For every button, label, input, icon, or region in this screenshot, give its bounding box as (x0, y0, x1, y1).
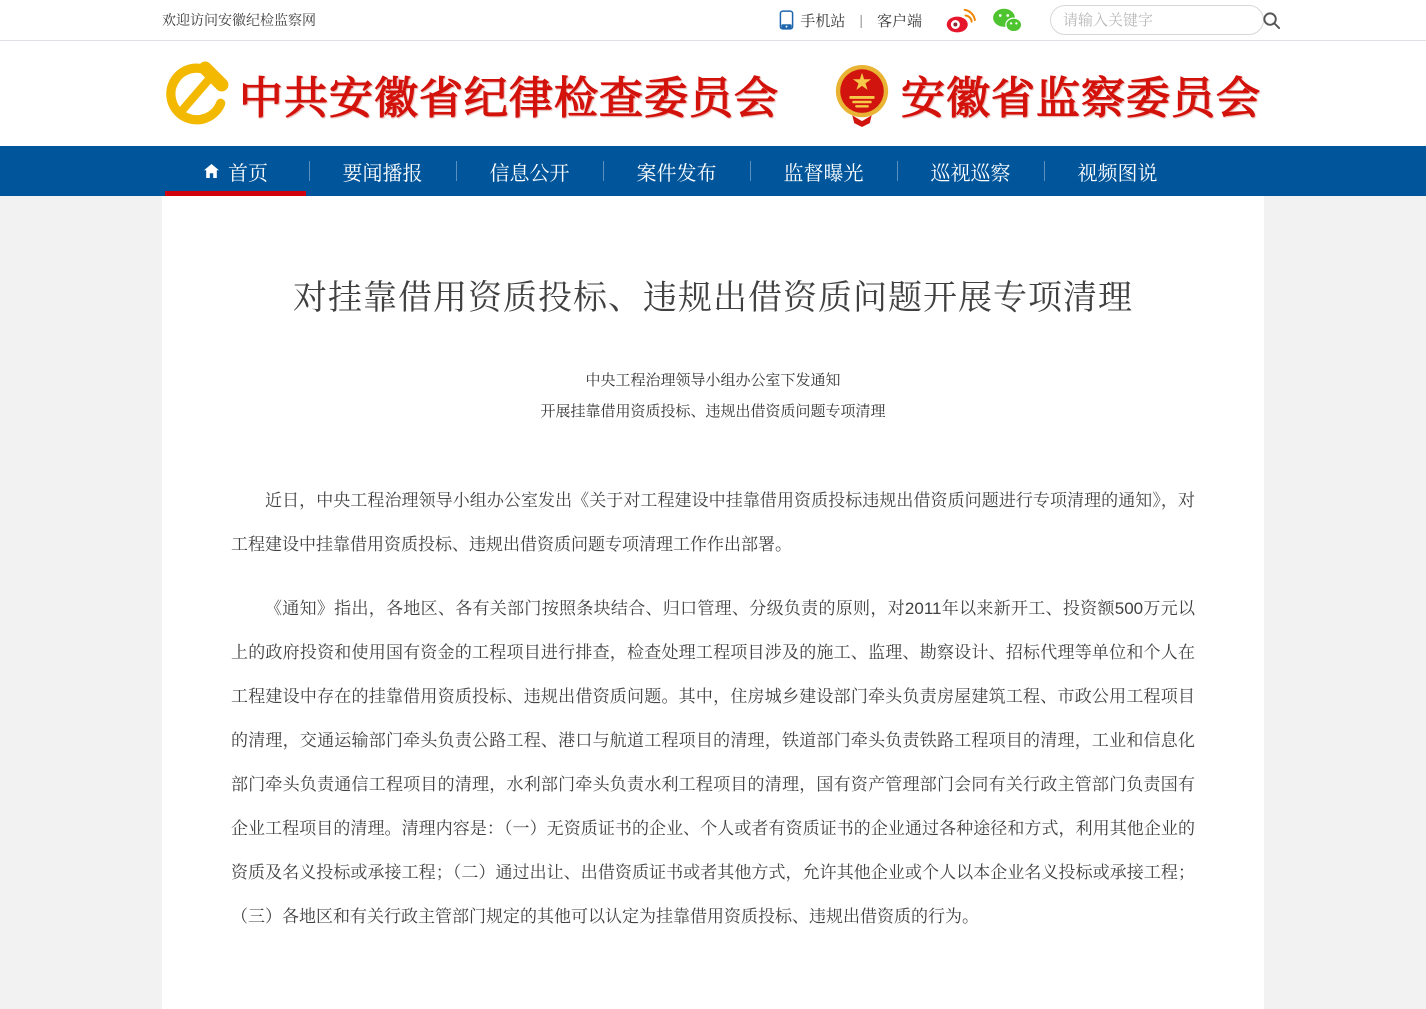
nav-item-label: 监督曝光 (783, 162, 864, 185)
discipline-commission-logo[interactable] (165, 59, 779, 129)
weibo-icon[interactable] (946, 7, 976, 33)
nav-item-info-disclosure[interactable] (456, 146, 603, 196)
phone-icon (779, 9, 794, 31)
topbar-divider: | (859, 12, 863, 28)
nav-item-news[interactable] (309, 146, 456, 196)
search-icon[interactable] (1262, 11, 1281, 30)
main-navigation (0, 146, 1426, 196)
mobile-site-label: 手机站 (800, 12, 846, 30)
masthead (0, 41, 1426, 146)
article-paragraph: 近日，中央工程治理领导小组办公室发出《关于对工程建设中挂靠借用资质投标违规出借资质问题进行专项清理的通知》，对工程建设中挂靠借用资质投标、违规出借资质问题专项清理工作作出部署。 (231, 491, 1195, 554)
client-app-label: 客户端 (876, 12, 922, 30)
party-emblem-icon (165, 59, 231, 129)
welcome-text: 欢迎访问安徽纪检监察网 (162, 12, 316, 28)
nav-item-label: 首页 (228, 162, 268, 185)
nav-item-label: 信息公开 (489, 162, 570, 185)
page-background (0, 196, 1426, 1009)
nav-item-label: 视频图说 (1077, 162, 1158, 185)
supervision-commission-logo[interactable] (831, 60, 1261, 128)
nav-item-inspection[interactable] (897, 146, 1044, 196)
home-icon (203, 163, 220, 179)
search-input[interactable] (1063, 12, 1262, 29)
subtitle-line: 中央工程治理领导小组办公室下发通知 (585, 372, 841, 389)
top-utility-bar (0, 0, 1426, 41)
nav-item-label: 案件发布 (636, 162, 717, 185)
discipline-commission-name: 中共安徽省纪律检查委员会 (239, 73, 779, 123)
nav-item-supervision-exposure[interactable] (750, 146, 897, 196)
nav-item-home[interactable] (162, 146, 309, 196)
mobile-site-link[interactable] (773, 9, 845, 31)
national-emblem-icon (831, 60, 893, 128)
nav-item-video-gallery[interactable] (1044, 146, 1191, 196)
nav-item-case-release[interactable] (603, 146, 750, 196)
article-subtitle (231, 365, 1195, 427)
subtitle-line: 开展挂靠借用资质投标、违规出借资质问题专项清理 (540, 403, 886, 420)
article-body (231, 479, 1195, 939)
client-app-link[interactable] (877, 10, 922, 31)
nav-item-label: 要闻播报 (342, 162, 423, 185)
wechat-icon[interactable] (992, 7, 1022, 33)
article-title: 对挂靠借用资质投标、违规出借资质问题开展专项清理 (293, 279, 1133, 317)
supervision-commission-name: 安徽省监察委员会 (901, 73, 1261, 123)
nav-item-label: 巡视巡察 (930, 162, 1011, 185)
article-container (162, 196, 1264, 1009)
article-paragraph: 《通知》指出，各地区、各有关部门按照条块结合、归口管理、分级负责的原则，对2011年以来新开工、投资额500万元以上的政府投资和使用国有资金的工程项目进行排查，检查处理工程项目涉及的施工、监理、勘察设计、招标代理等单位和个人在工程建设中存在的挂靠借用资质投标、违规出借资质问题。其中，住房城乡建设部门牵头负责房屋建筑工程、市政公用工程项目的清理，交通运输部门牵头负责公路工程、港口与航道工程项目的清理，铁道部门牵头负责铁路工程项目的清理，工业和信息化部门牵头负责通信工程项目的清理，水利部门牵头负责水利工程项目的清理，国有资产管理部门会同有关行政主管部门负责国有企业工程项目的清理。清理内容是：（一）无资质证书的企业、个人或者有资质证书的企业通过各种途径和方式，利用其他企业的资质及名义投标或承接工程；（二）通过出让、出借资质证书或者其他方式，允许其他企业或个人以本企业名义投标或承接工程；（三）各地区和有关行政主管部门规定的其他可以认定为挂靠借用资质投标、违规出借资质的行为。 (231, 599, 1195, 926)
search-box (1050, 5, 1264, 35)
